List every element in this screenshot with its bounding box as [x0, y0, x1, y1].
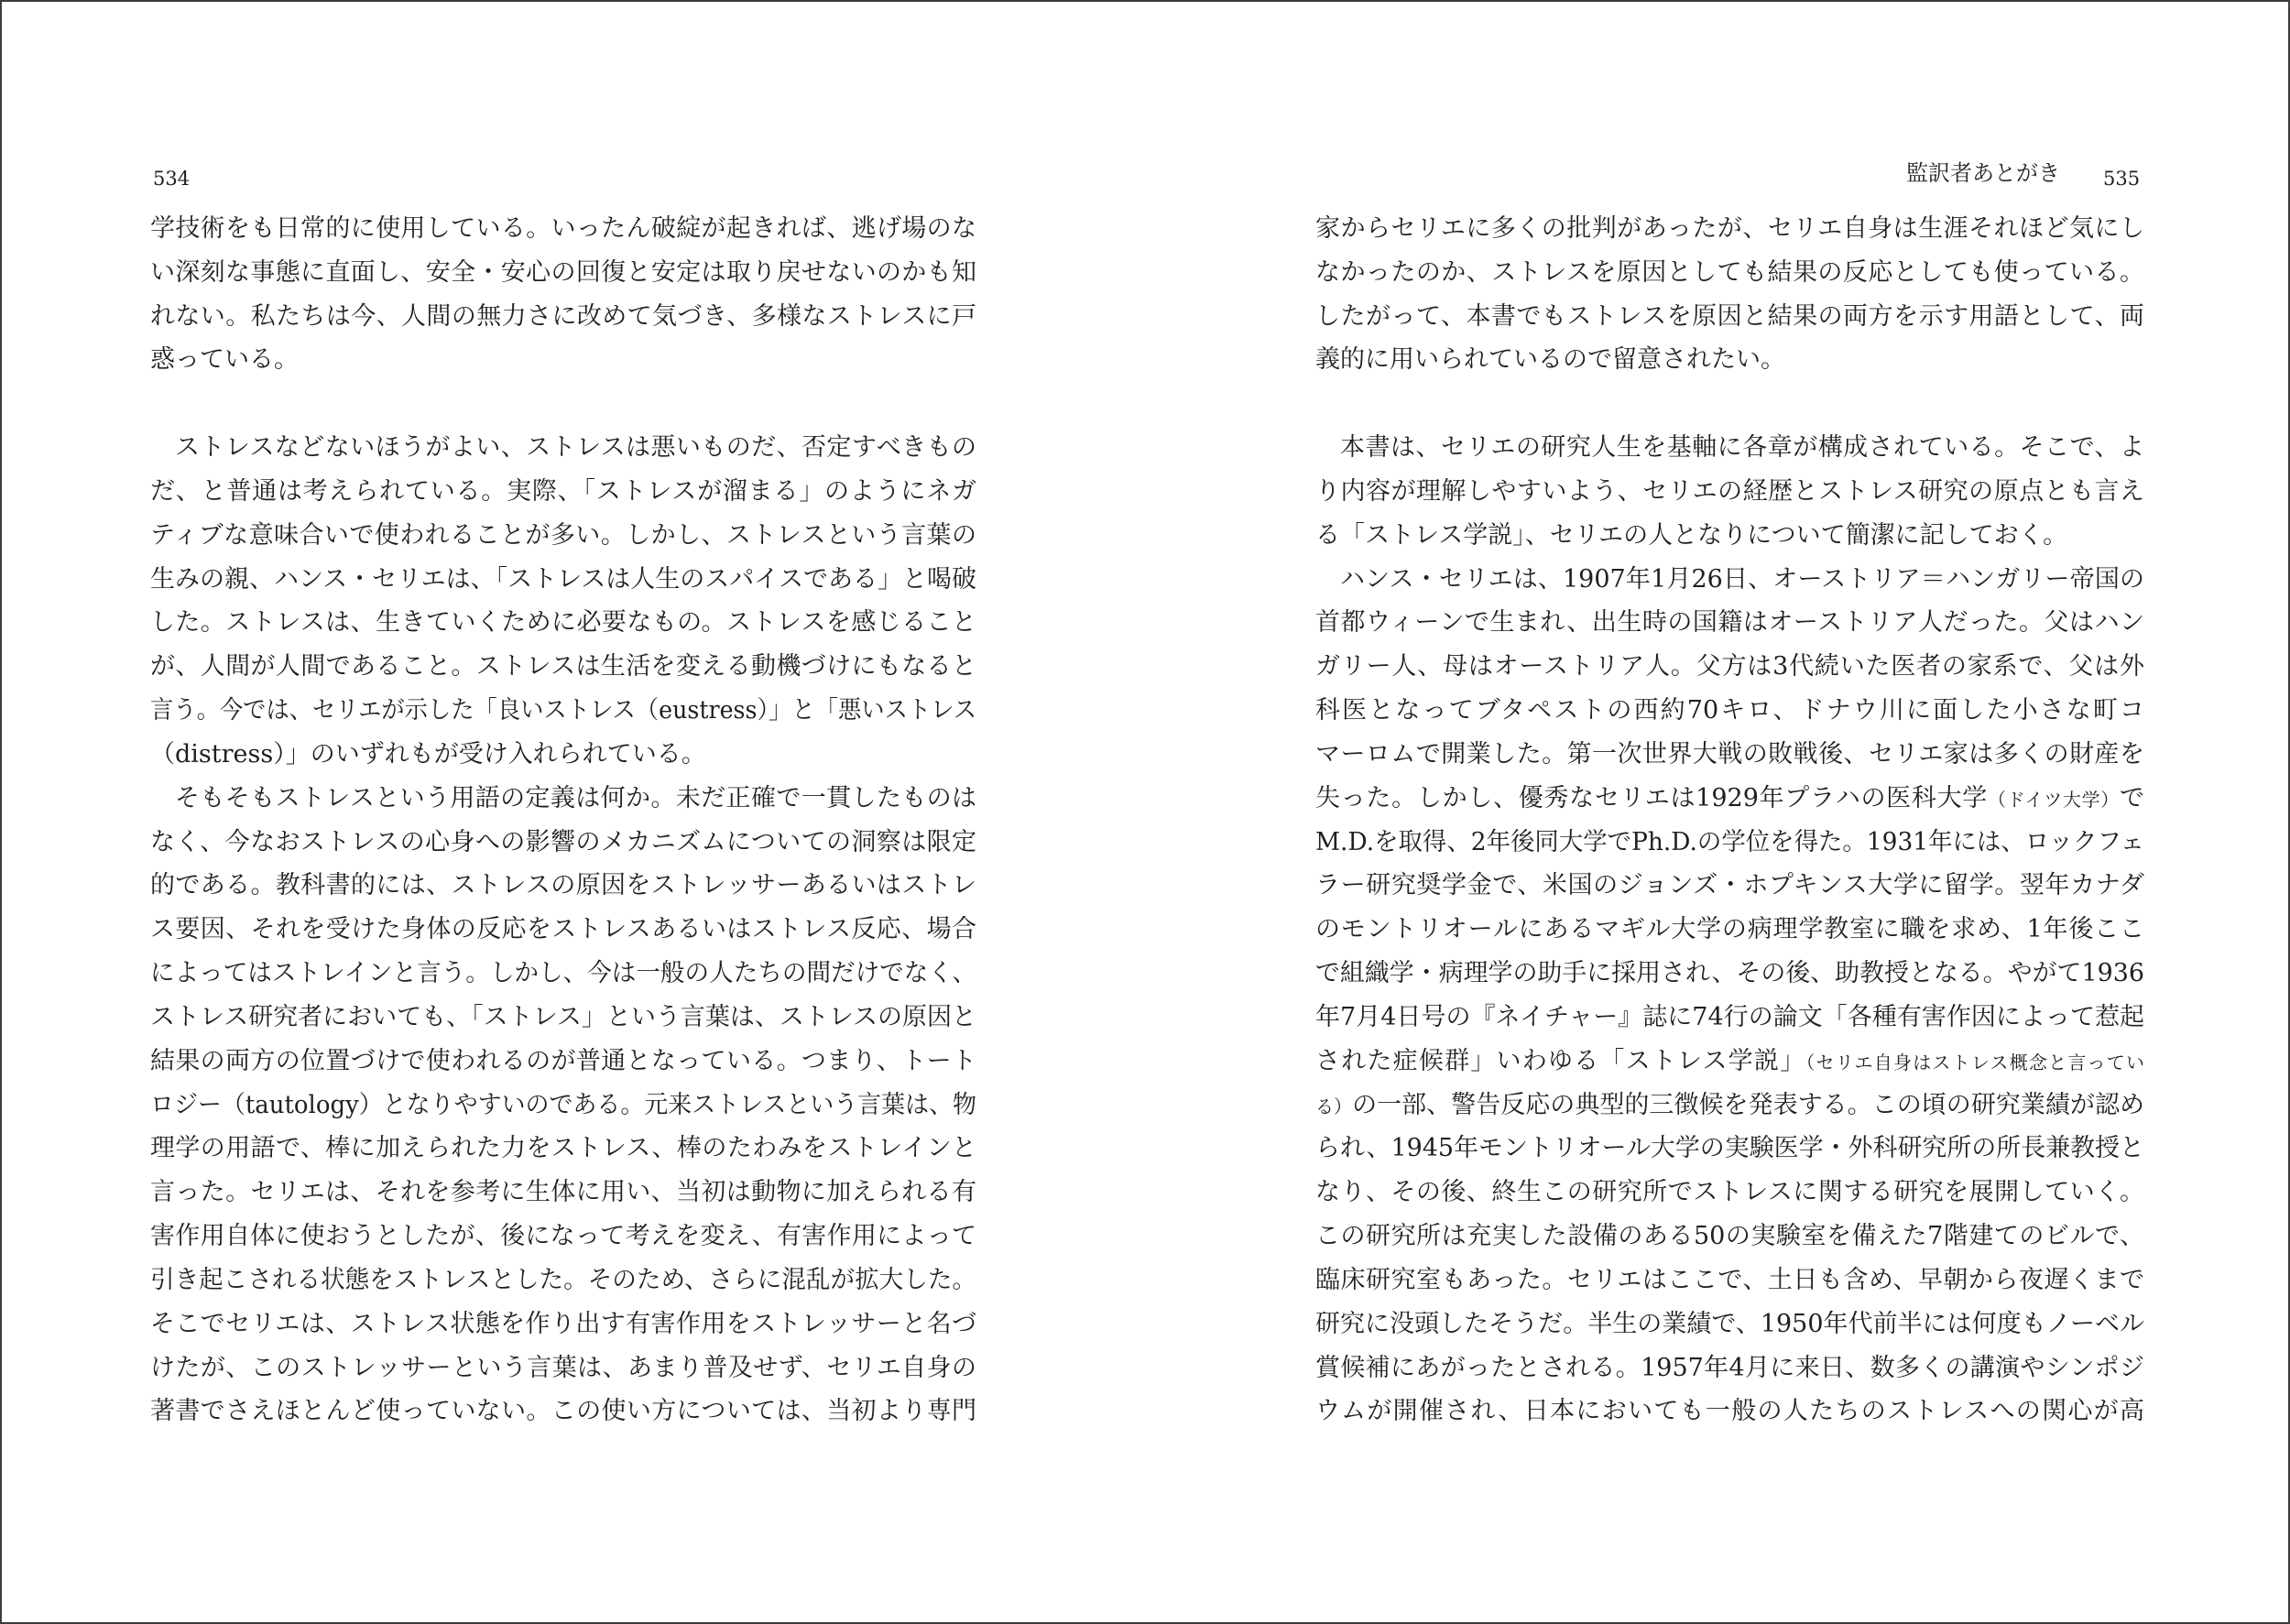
- right-page-body: [1315, 207, 2144, 1433]
- text-line: [1315, 1084, 2144, 1128]
- text-line: けたが、このストレッサーという言葉は、あまり普及せず、セリエ自身の: [150, 1353, 976, 1382]
- text-line: 言った。セリエは、それを参考に生体に用い、当初は動物に加えられる有: [150, 1178, 976, 1207]
- text-line: 的である。教科書的には、ストレスの原因をストレッサーあるいはストレ: [150, 871, 976, 900]
- text-line: 研究に没頭したそうだ。半生の業績で、1950年代前半には何度もノーベル: [1315, 1309, 2144, 1338]
- text-line: なり、その後、終生この研究所でストレスに関する研究を展開していく。: [1315, 1178, 2144, 1207]
- text-line: そこでセリエは、ストレス状態を作り出す有害作用をストレッサーと名づ: [150, 1309, 976, 1338]
- text-line: なかったのか、ストレスを原因としても結果の反応としても使っている。: [1315, 257, 2144, 287]
- page-number: 535: [2103, 168, 2141, 190]
- text-line: ハンス・セリエは、1907年1月26日、オーストリア＝ハンガリー帝国の: [1340, 564, 2144, 594]
- text-line: 引き起こされる状態をストレスとした。そのため、さらに混乱が拡大した。: [150, 1265, 976, 1294]
- text-line: ストレス研究者においても、「ストレス」という言葉は、ストレスの原因と: [150, 1002, 976, 1031]
- text-segment: された症候群」いわゆる「ストレス学説」: [1315, 1046, 1806, 1075]
- text-line: のモントリオールにあるマギル大学の病理学教室に職を求め、1年後ここ: [1315, 915, 2144, 944]
- left-page-body: [150, 207, 976, 1433]
- page-number: 534: [153, 168, 191, 190]
- text-line: した。ストレスは、生きていくために必要なもの。ストレスを感じること: [150, 608, 976, 638]
- running-head: 監訳者あとがき: [1906, 160, 2060, 186]
- annotation-text: （ドイツ大学）: [1988, 788, 2121, 811]
- text-line: 理学の用語で、棒に加えられた力をストレス、棒のたわみをストレインと: [150, 1134, 976, 1163]
- text-line: 家からセリエに多くの批判があったが、セリエ自身は生涯それほど気にし: [1315, 214, 2144, 243]
- text-line: ス要因、それを受けた身体の反応をストレスあるいはストレス反応、場合: [150, 915, 976, 944]
- text-line: そもそもストレスという用語の定義は何か。未だ正確で一貫したものは: [175, 783, 976, 812]
- text-line: 結果の両方の位置づけで使われるのが普通となっている。つまり、トート: [150, 1046, 976, 1075]
- text-line: ラー研究奨学金で、米国のジョンズ・ホプキンス大学に留学。翌年カナダ: [1315, 871, 2144, 900]
- text-line: 惑っている。: [150, 345, 299, 375]
- text-line: られ、1945年モントリオール大学の実験医学・外科研究所の所長兼教授と: [1315, 1134, 2144, 1163]
- text-line: （distress）」のいずれもが受け入れられている。: [150, 739, 706, 768]
- text-line: 年7月4日号の『ネイチャー』誌に74行の論文「各種有害作因によって惹起: [1315, 1002, 2144, 1031]
- text-segment: の一部、警告反応の典型的三徴候を発表する。この頃の研究業績が認め: [1352, 1090, 2145, 1119]
- annotation-text: る）: [1315, 1095, 1353, 1117]
- text-line: ストレスなどないほうがよい、ストレスは悪いものだ、否定すべきもの: [175, 433, 976, 463]
- text-line: [1315, 1040, 2144, 1084]
- text-line: 害作用自体に使おうとしたが、後になって考えを変え、有害作用によって: [150, 1222, 976, 1251]
- text-line: だ、と普通は考えられている。実際、「ストレスが溜まる」のようにネガ: [150, 476, 976, 506]
- text-line: り内容が理解しやすいよう、セリエの経歴とストレス研究の原点とも言え: [1315, 476, 2144, 506]
- text-line: る「ストレス学説」、セリエの人となりについて簡潔に記しておく。: [1315, 520, 2068, 550]
- text-line: ウムが開催され、日本においても一般の人たちのストレスへの関心が高: [1315, 1397, 2144, 1426]
- text-line: なく、今なおストレスの心身への影響のメカニズムについての洞察は限定: [150, 827, 976, 856]
- text-line: によってはストレインと言う。しかし、今は一般の人たちの間だけでなく、: [150, 959, 976, 988]
- text-line: [1315, 777, 2144, 821]
- text-line: ガリー人、母はオーストリア人。父方は3代続いた医者の家系で、父は外: [1315, 652, 2144, 681]
- text-line: 生みの親、ハンス・セリエは、「ストレスは人生のスパイスである」と喝破: [150, 564, 976, 594]
- text-segment: で: [2120, 783, 2145, 812]
- text-line: したがって、本書でもストレスを原因と結果の両方を示す用語として、両: [1315, 301, 2144, 331]
- text-line: マーロムで開業した。第一次世界大戦の敗戦後、セリエ家は多くの財産を: [1315, 739, 2144, 768]
- text-line: M.D.を取得、2年後同大学でPh.D.の学位を得た。1931年には、ロックフェ: [1315, 827, 2144, 856]
- text-line: が、人間が人間であること。ストレスは生活を変える動機づけにもなると: [150, 652, 976, 681]
- text-line: 言う。今では、セリエが示した「良いストレス（eustress）」と「悪いストレス: [150, 696, 976, 725]
- text-line: 義的に用いられているので留意されたい。: [1315, 345, 1785, 375]
- annotation-text: （セリエ自身はストレス概念と言ってい: [1805, 1051, 2144, 1074]
- text-line: れない。私たちは今、人間の無力さに改めて気づき、多様なストレスに戸: [150, 301, 976, 331]
- text-line: で組織学・病理学の助手に採用され、その後、助教授となる。やがて1936: [1315, 959, 2144, 988]
- paragraph-gap: [1315, 382, 2144, 426]
- text-segment: 失った。しかし、優秀なセリエは1929年プラハの医科大学: [1315, 783, 1989, 812]
- text-line: 首都ウィーンで生まれ、出生時の国籍はオーストリア人だった。父はハン: [1315, 608, 2144, 638]
- text-line: 科医となってブタペストの西約70キロ、ドナウ川に面した小さな町コ: [1315, 696, 2144, 725]
- text-line: 臨床研究室もあった。セリエはここで、土日も含め、早朝から夜遅くまで: [1315, 1265, 2144, 1294]
- text-line: 本書は、セリエの研究人生を基軸に各章が構成されている。そこで、よ: [1340, 433, 2144, 463]
- text-line: この研究所は充実した設備のある50の実験室を備えた7階建てのビルで、: [1315, 1222, 2144, 1251]
- text-line: い深刻な事態に直面し、安全・安心の回復と安定は取り戻せないのかも知: [150, 257, 976, 287]
- text-line: ロジー（tautology）となりやすいのである。元来ストレスという言葉は、物: [150, 1090, 976, 1119]
- text-line: 賞候補にあがったとされる。1957年4月に来日、数多くの講演やシンポジ: [1315, 1353, 2144, 1382]
- text-line: ティブな意味合いで使われることが多い。しかし、ストレスという言葉の: [150, 520, 976, 550]
- text-line: 著書でさえほとんど使っていない。この使い方については、当初より専門: [150, 1397, 976, 1426]
- paragraph-gap: [150, 382, 976, 426]
- text-line: 学技術をも日常的に使用している。いったん破綻が起きれば、逃げ場のな: [150, 214, 976, 243]
